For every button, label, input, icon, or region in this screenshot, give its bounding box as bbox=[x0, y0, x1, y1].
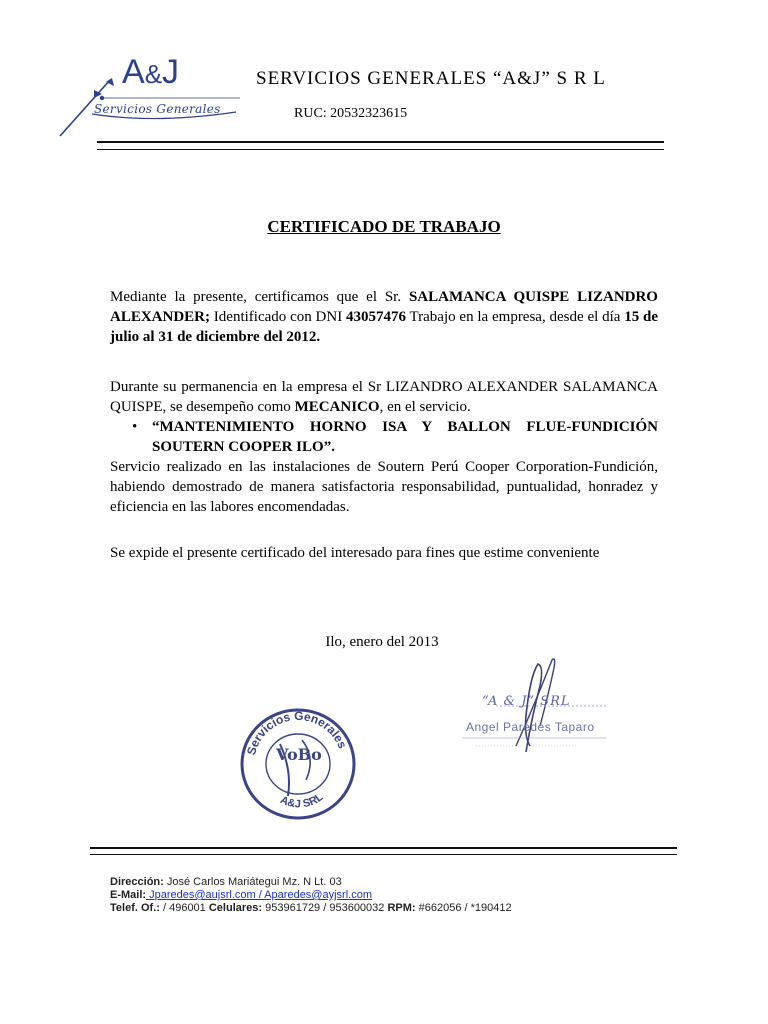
footer-address: Dirección: José Carlos Mariátegui Mz. N Lt. 03 bbox=[110, 876, 342, 888]
p2-text-c: Servicio realizado en las instalaciones de Soutern Perú Cooper Corporation-Fundición, habiendo demostrado de manera satisfactoria responsabilidad, puntualidad, honradez y eficiencia en las labores encomendadas. bbox=[110, 459, 658, 515]
bullet-icon: • bbox=[132, 419, 138, 435]
company-name: SERVICIOS GENERALES “A&J” S R L bbox=[256, 68, 606, 89]
p1-text-c: Trabajo en la empresa, desde el día bbox=[405, 309, 625, 325]
employee-name: SALAMANCA QUISPE LIZANDRO ALEXANDER; bbox=[110, 289, 658, 325]
logo-wordmark: A&J bbox=[122, 53, 180, 91]
paragraph-employment bbox=[110, 287, 658, 347]
round-stamp-graphic bbox=[232, 700, 362, 826]
signature-name: Angel Paredes Taparo bbox=[466, 720, 595, 734]
footer-rule bbox=[90, 847, 677, 849]
email-link[interactable]: Jparedes@aujsrl.com / Aparedes@ayjsrl.com bbox=[146, 889, 372, 901]
signature-company: “A & J” SRL bbox=[482, 694, 571, 709]
paragraph-role bbox=[110, 377, 658, 517]
p2-text-b: , en el servicio. bbox=[379, 399, 471, 415]
service-bullet bbox=[110, 417, 658, 457]
p1-text-b: Identificado con DNI bbox=[210, 309, 346, 325]
svg-text:A&J SRL: A&J SRL bbox=[278, 791, 326, 811]
footer-email: E-Mail: Jparedes@aujsrl.com / Aparedes@ayjsrl.com bbox=[110, 889, 372, 901]
signature-stamp bbox=[456, 656, 616, 756]
svg-text:VoBo: VoBo bbox=[276, 745, 322, 764]
p1-text-a: Mediante la presente, certificamos que el Sr. bbox=[110, 289, 409, 305]
ruc-number: RUC: 20532323615 bbox=[294, 106, 408, 121]
svg-text:Servicios Generales: Servicios Generales bbox=[244, 708, 350, 757]
footer-phones: Telef. Of.: / 496001 Celulares: 953961729 / 953600032 RPM: #662056 / *190412 bbox=[110, 902, 512, 914]
logo-subtitle: Servicios Generales bbox=[94, 102, 221, 116]
employment-dates: 15 de julio al 31 de diciembre del 2012. bbox=[110, 309, 658, 345]
footer-rule-thin bbox=[90, 854, 677, 855]
job-role: MECANICO bbox=[294, 399, 380, 415]
header-rule bbox=[97, 141, 664, 143]
document-title: CERTIFICADO DE TRABAJO bbox=[267, 217, 501, 236]
place-and-date: Ilo, enero del 2013 bbox=[325, 634, 439, 650]
round-stamp bbox=[232, 700, 362, 826]
footer-contact bbox=[110, 876, 512, 915]
header-rule-thin bbox=[97, 149, 664, 150]
p2-text-a: Durante su permanencia en la empresa el Sr LIZANDRO ALEXANDER SALAMANCA QUISPE, se desempeño como bbox=[110, 379, 658, 415]
company-logo bbox=[56, 52, 246, 144]
dni-number: 43057476 bbox=[345, 309, 406, 325]
paragraph-closing: Se expide el presente certificado del interesado para fines que estime conveniente bbox=[110, 545, 600, 561]
service-name: “MANTENIMIENTO HORNO ISA Y BALLON FLUE-FUNDICIÓN SOUTERN COOPER ILO”. bbox=[152, 419, 658, 455]
